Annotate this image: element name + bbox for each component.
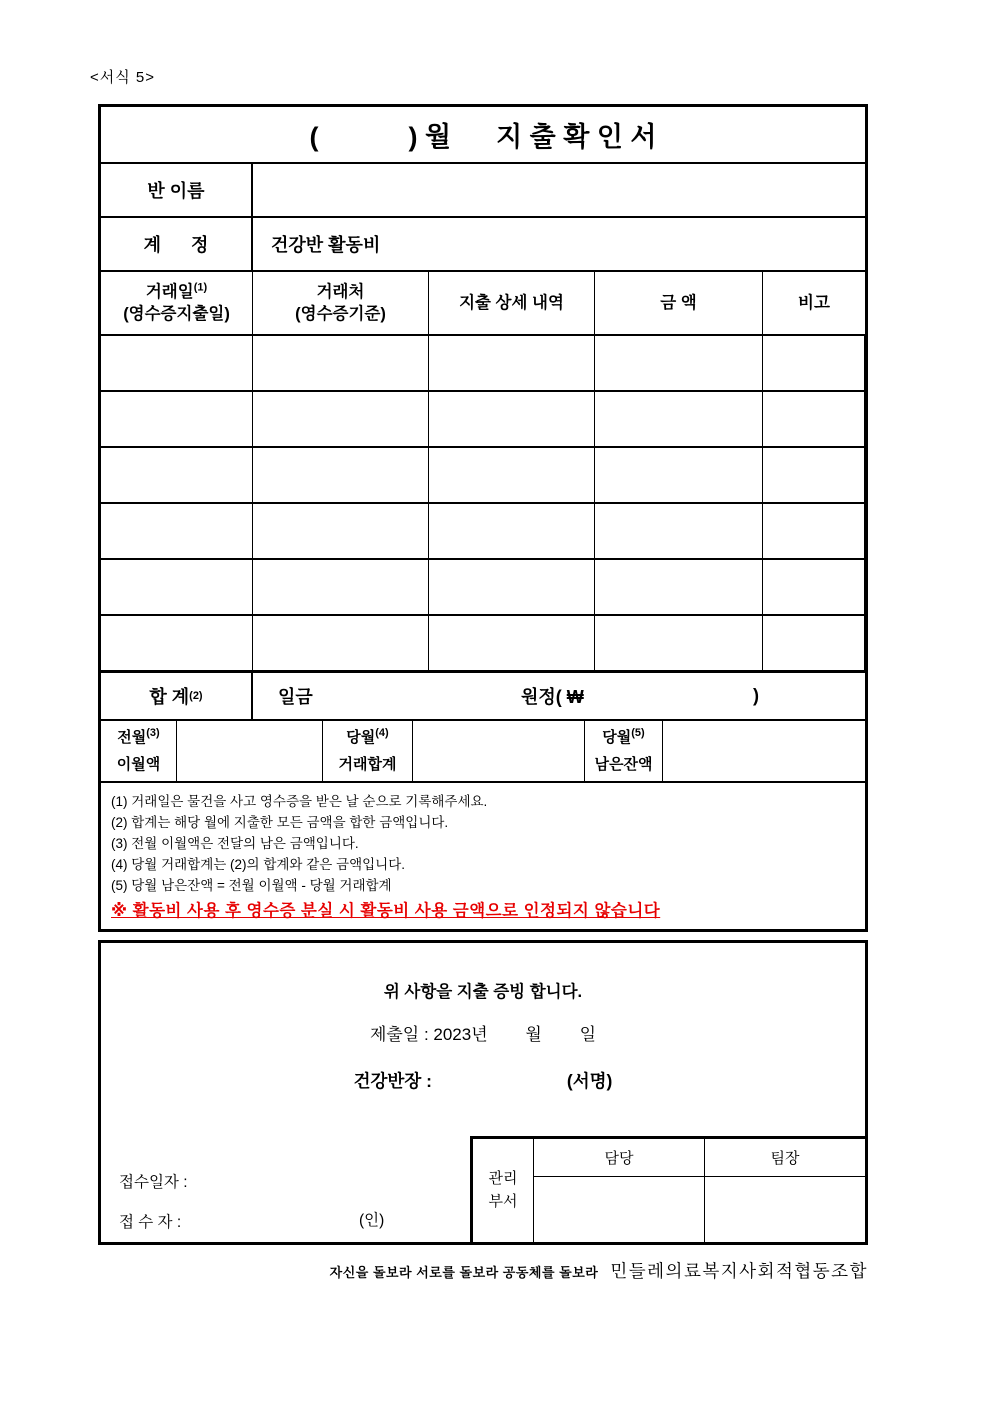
expense-cell[interactable] — [253, 392, 429, 446]
managing-dept-label: 관리 부서 — [473, 1139, 534, 1242]
approval-col-staff: 담당 — [534, 1139, 705, 1176]
seal-hint: (인) — [359, 1212, 385, 1229]
total-amount-prefix: 일금 — [278, 686, 313, 707]
expense-row — [101, 448, 865, 504]
note-line: (3) 전월 이월액은 전달의 남은 금액입니다. — [111, 835, 359, 851]
prev-month-carryover-field[interactable] — [177, 721, 323, 781]
staff-signature-cell[interactable] — [534, 1177, 705, 1242]
expense-cell[interactable] — [595, 392, 763, 446]
approval-col-team-lead: 팀장 — [770, 1150, 800, 1167]
header-expense-detail: 지출 상세 내역 — [429, 272, 595, 334]
expense-cell[interactable] — [101, 448, 253, 502]
expense-cell[interactable] — [429, 448, 595, 502]
expense-cell[interactable] — [595, 336, 763, 390]
form-title: ( ) 월 지 출 확 인 서 — [101, 107, 865, 164]
expense-cell[interactable] — [253, 616, 429, 670]
receiver-label: 접 수 자 : — [119, 1214, 182, 1231]
expense-row — [101, 504, 865, 560]
balance-row — [101, 721, 865, 783]
expense-cell[interactable] — [763, 560, 865, 614]
note-line: (5) 당월 남은잔액 = 전월 이월액 - 당월 거래합계 — [111, 877, 392, 893]
total-label: 합 계 (2) — [101, 673, 253, 719]
notes-section — [101, 783, 865, 929]
expense-cell[interactable] — [763, 336, 865, 390]
expense-cell[interactable] — [429, 336, 595, 390]
team-lead-signature-cell[interactable] — [705, 1177, 865, 1242]
expense-cell[interactable] — [101, 560, 253, 614]
form-number-tag: <서식 5> — [90, 69, 156, 86]
certification-box — [98, 940, 868, 1245]
submission-date-line: 제출일 : 2023년 월 일 — [369, 1025, 597, 1044]
expense-row — [101, 336, 865, 392]
total-row — [101, 673, 865, 721]
approval-header-row — [534, 1139, 865, 1177]
total-amount-unit: 원정( ₩ — [521, 686, 584, 707]
class-name-field[interactable] — [253, 164, 865, 216]
signer-label: 건강반장 : — [353, 1071, 432, 1091]
total-amount-close: ) — [753, 685, 759, 706]
table-header-row — [101, 272, 865, 336]
expense-cell[interactable] — [429, 504, 595, 558]
expense-row — [101, 560, 865, 616]
total-amount-field[interactable] — [253, 673, 865, 719]
expense-cell[interactable] — [763, 392, 865, 446]
prev-month-carryover-label: 전월$^{(3)}$ 이월액 — [101, 721, 177, 781]
current-month-remaining-label: 당월$^{(5)}$ 남은잔액 — [585, 721, 663, 781]
expense-cell[interactable] — [253, 560, 429, 614]
account-row — [101, 218, 865, 272]
approval-sign-row — [534, 1177, 865, 1242]
note-line: (4) 당월 거래합계는 (2)의 합계와 같은 금액입니다. — [111, 856, 405, 872]
signature-hint: (서명) — [566, 1071, 613, 1091]
class-name-label: 반 이름 — [101, 164, 253, 216]
expense-cell[interactable] — [101, 504, 253, 558]
account-value: 건강반 활동비 — [271, 234, 381, 255]
certification-statement: 위 사항을 지출 증빙 합니다. — [383, 983, 583, 1001]
receipt-date-label: 접수일자 : — [119, 1174, 188, 1191]
expense-cell[interactable] — [101, 616, 253, 670]
current-month-total-label: 당월$^{(4)}$ 거래합계 — [323, 721, 413, 781]
expense-form-box — [98, 104, 868, 932]
expense-row — [101, 392, 865, 448]
current-month-remaining-field[interactable] — [663, 721, 865, 781]
expense-cell[interactable] — [595, 560, 763, 614]
expense-cell[interactable] — [101, 336, 253, 390]
approval-table — [470, 1136, 868, 1245]
expense-cell[interactable] — [595, 504, 763, 558]
receipt-loss-warning: ※ 활동비 사용 후 영수증 분실 시 활동비 사용 금액으로 인정되지 않습니다 — [111, 902, 661, 921]
footer-slogan: 자신을 돌보라 서로를 돌보라 공동체를 돌보라 — [329, 1265, 599, 1280]
note-line: (1) 거래일은 물건을 사고 영수증을 받은 날 순으로 기록해주세요. — [111, 793, 488, 809]
class-name-row — [101, 164, 865, 218]
note-line: (2) 합계는 해당 월에 지출한 모든 금액을 합한 금액입니다. — [111, 814, 449, 830]
expense-cell[interactable] — [429, 616, 595, 670]
expense-cell[interactable] — [253, 336, 429, 390]
page-footer — [98, 1258, 868, 1283]
expense-cell[interactable] — [595, 616, 763, 670]
header-vendor: 거래처 (영수증기준) — [253, 272, 429, 334]
expense-cell[interactable] — [253, 448, 429, 502]
signer-line — [101, 1068, 865, 1093]
header-amount: 금 액 — [595, 272, 763, 334]
header-remarks: 비고 — [798, 293, 830, 312]
expense-cell[interactable] — [253, 504, 429, 558]
header-transaction-date: 거래일$^{(1)}$ (영수증지출일) — [101, 272, 253, 334]
current-month-total-field[interactable] — [413, 721, 585, 781]
expense-cell[interactable] — [763, 616, 865, 670]
account-label: 계 정 — [101, 218, 253, 270]
expense-cell[interactable] — [763, 448, 865, 502]
expense-cell[interactable] — [763, 504, 865, 558]
expense-cell[interactable] — [429, 392, 595, 446]
expense-cell[interactable] — [429, 560, 595, 614]
footer-organization: 민들레의료복지사회적협동조합 — [610, 1261, 868, 1281]
expense-row — [101, 616, 865, 673]
expense-cell[interactable] — [595, 448, 763, 502]
expense-cell[interactable] — [101, 392, 253, 446]
